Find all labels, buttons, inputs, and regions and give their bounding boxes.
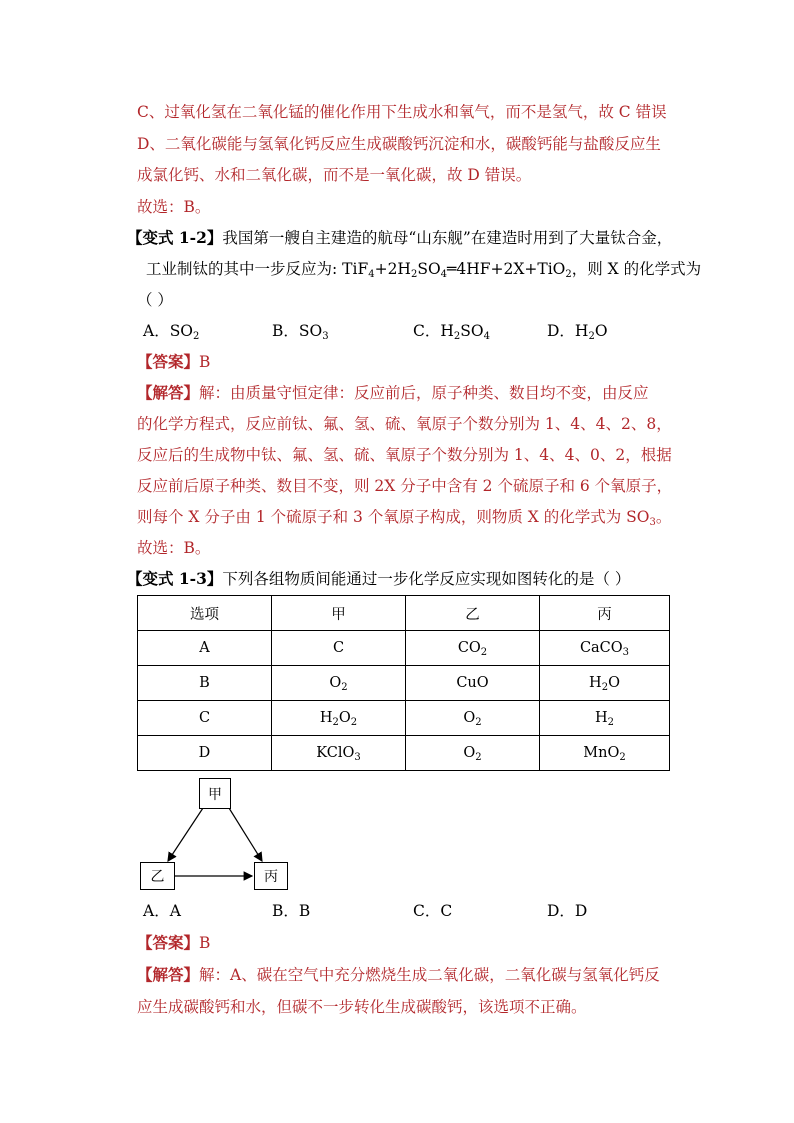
question-tag: 【变式 1-2】	[127, 228, 223, 247]
answer-value: B	[199, 353, 211, 371]
arrow-jia-to-bing	[229, 808, 262, 861]
option-label: B．SO	[272, 322, 323, 340]
analysis-tag: 【解答】	[137, 383, 200, 402]
diagram-box-yi: 乙	[140, 862, 175, 890]
question-text: 下列各组物质间能通过一步化学反应实现如图转化的是（ ）	[222, 570, 631, 588]
subscript: 2	[607, 717, 615, 728]
analysis-line-d2: 成氯化钙、水和二氧化碳，而不是一氧化碳，故 D 错误。	[137, 166, 532, 184]
subscript: 2	[410, 269, 418, 280]
subscript: 4	[440, 269, 448, 280]
formula: CaCO	[579, 640, 623, 656]
equation-part: SO	[417, 260, 441, 278]
analysis-line-d1: D、二氧化碳能与氢氧化钙反应生成碳酸钙沉淀和水，碳酸钙能与盐酸反应生	[137, 135, 661, 153]
option-b: B．B	[272, 902, 311, 920]
table-cell: D	[138, 736, 272, 771]
option-label: SO	[460, 322, 484, 340]
subscript: 2	[341, 682, 348, 693]
analysis-line-2: 的化学方程式，反应前钛、氟、氢、硫、氧原子个数分别为 1、4、4、2、8，	[137, 415, 672, 433]
arrow-jia-to-yi	[168, 808, 203, 861]
table-cell: B	[138, 666, 272, 701]
formula: H	[589, 675, 602, 691]
answer-tag: 【答案】	[137, 933, 200, 952]
table-cell: C	[138, 701, 272, 736]
formula: O	[463, 745, 476, 761]
question-tag: 【变式 1-3】	[127, 569, 223, 588]
subscript: 2	[193, 331, 200, 342]
analysis-line-2: 应生成碳酸钙和水，但碳不一步转化生成碳酸钙，该选项不正确。	[137, 998, 587, 1016]
subscript: 2	[601, 682, 609, 693]
subscript: 3	[322, 331, 329, 342]
subscript: 2	[350, 717, 358, 728]
table-header: 甲	[272, 596, 406, 631]
subscript: 2	[453, 331, 461, 342]
option-label: A．SO	[143, 322, 194, 340]
answer-tag: 【答案】	[137, 352, 200, 371]
answer-paren: （ ）	[137, 291, 173, 309]
subscript: 3	[649, 517, 656, 528]
option-c: C．C	[413, 902, 453, 920]
formula: CO	[457, 640, 481, 656]
formula: H	[594, 710, 608, 726]
table-cell: A	[138, 631, 272, 666]
subscript: 2	[565, 269, 572, 280]
answer-line	[137, 932, 210, 954]
subscript: 4	[368, 269, 375, 280]
equation-part: ═4HF+2X+TiO	[447, 260, 566, 278]
subscript: 2	[475, 752, 482, 763]
equation-part: +2H	[374, 260, 411, 278]
formula: O	[329, 675, 342, 691]
subscript: 2	[332, 717, 339, 728]
analysis-text: 。	[655, 508, 672, 526]
table-cell: $H_2O$	[540, 666, 670, 701]
table-cell: C	[272, 631, 406, 666]
table-header: 选项	[138, 596, 272, 631]
subscript: 2	[588, 331, 595, 342]
equation-part: ，则 X 的化学式为	[571, 260, 702, 278]
subscript: 2	[619, 752, 626, 763]
analysis-line-3: 反应后的生成物中钛、氟、氢、硫、氧原子个数分别为 1、4、4、0、2，根据	[137, 446, 672, 464]
diagram-box-jia: 甲	[199, 778, 231, 809]
answer-value: B	[199, 934, 211, 952]
subscript: 2	[480, 647, 488, 658]
choice-line-2: 故选：B。	[137, 539, 211, 557]
analysis-line-4: 反应前后原子种类、数目不变，则 2X 分子中含有 2 个硫原子和 6 个氧原子，	[137, 477, 673, 495]
formula: KClO	[316, 745, 355, 761]
table-cell: $H_2O_2$	[272, 701, 406, 736]
formula: H	[319, 710, 333, 726]
table-header: 丙	[540, 596, 670, 631]
subscript: 3	[354, 752, 361, 763]
option-a: A．A	[143, 902, 181, 920]
analysis-line-c: C、过氧化氢在二氧化锰的催化作用下生成水和氧气，而不是氢气，故 C 错误	[137, 103, 667, 121]
subscript: 2	[475, 717, 482, 728]
table-cell: CuO	[406, 666, 540, 701]
formula: O	[463, 710, 476, 726]
analysis-tag: 【解答】	[137, 965, 200, 984]
formula: MnO	[583, 745, 620, 761]
option-d: D．D	[547, 902, 588, 920]
question-text: 我国第一艘自主建造的航母“山东舰”在建造时用到了大量钛合金，	[222, 229, 673, 247]
subscript: 4	[483, 331, 490, 342]
option-label: C．H	[413, 322, 454, 340]
analysis-text: 则每个 X 分子由 1 个硫原子和 3 个氧原子构成，则物质 X 的化学式为 SO	[137, 508, 650, 526]
table-header: 乙	[406, 596, 540, 631]
analysis-line-1	[137, 964, 660, 986]
subscript: 3	[622, 647, 630, 658]
choice-line: 故选：B。	[137, 198, 211, 216]
equation-part: 工业制钛的其中一步反应为: TiF	[146, 260, 369, 278]
option-label: D．H	[547, 322, 589, 340]
diagram-box-bing: 丙	[254, 862, 288, 890]
analysis-text: 解：A、碳在空气中充分燃烧生成二氧化碳，二氧化碳与氢氧化钙反	[199, 966, 660, 984]
option-label: O	[594, 322, 608, 340]
analysis-text: 解：由质量守恒定律：反应前后，原子种类、数目均不变，由反应	[199, 384, 649, 402]
